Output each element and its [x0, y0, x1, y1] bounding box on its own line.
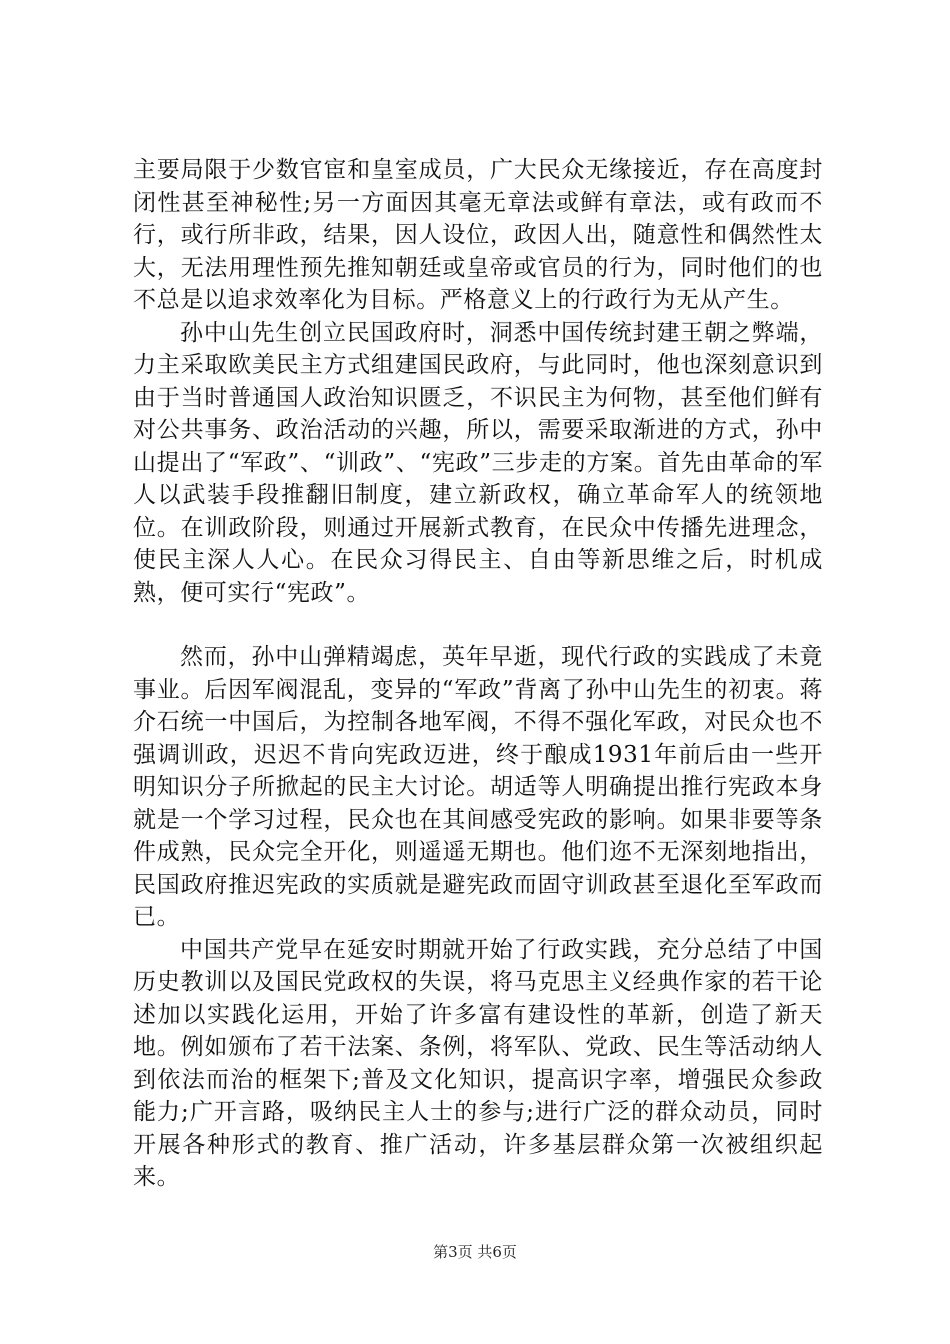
paragraph-constitutional-debate: 然而，孙中山弹精竭虑，英年早逝，现代行政的实践成了未竟事业。后因军阀混乱，变异的“军政”背离了孙中山先生的初衷。蒋介石统一中国后，为控制各地军阀，不得不强化军政，对民众也不强调训政，迟迟不肯向宪政迈进，终于酿成1931年前后由一些开明知识分子所掀起的民主大讨论。胡适等人明确提出推行宪政本身就是一个学习过程，民众也在其间感受宪政的影响。如果非要等条件成熟，民众完全开化，则遥遥无期也。他们迩不无深刻地指出，民国政府推迟宪政的实质就是避宪政而固守训政甚至退化至军政而已。: [133, 644, 823, 930]
paragraph-yanan-practice: 中国共产党早在延安时期就开始了行政实践，充分总结了中国历史教训以及国民党政权的失误，将马克思主义经典作家的若干论述加以实践化运用，开始了许多富有建设性的革新，创造了新天地。例如颁布了若干法案、条例，将军队、党政、民生等活动纳人到依法而治的框架下;普及文化知识，提高识字率，增强民众参政能力;广开言路，吸纳民主人士的参与;进行广泛的群众动员，同时开展各种形式的教育、推广活动，许多基层群众第一次被组织起来。: [133, 936, 823, 1190]
paragraph-sun-yat-sen: 孙中山先生创立民国政府时，洞悉中国传统封建王朝之弊端，力主采取欧美民主方式组建国民政府，与此同时，他也深刻意识到由于当时普通国人政治知识匮乏，不识民主为何物，甚至他们鲜有对公共事务、政治活动的兴趣，所以，需要采取渐进的方式，孙中山提出了“军政”、“训政”、“宪政”三步走的方案。首先由革命的军人以武装手段推翻旧制度，建立新政权，确立革命军人的统领地位。在训政阶段，则通过开展新式教育，在民众中传播先进理念，使民主深人人心。在民众习得民主、自由等新思维之后，时机成熟，便可实行“宪政”。: [133, 319, 823, 606]
paragraph-continuation: 主要局限于少数官宦和皇室成员，广大民众无缘接近，存在高度封闭性甚至神秘性;另一方面因其毫无章法或鲜有章法，或有政而不行，或行所非政，结果，因人设位，政因人出，随意性和偶然性太大，无法用理性预先推知朝廷或皇帝或官员的行为，同时他们的也不总是以追求效率化为目标。严格意义上的行政行为无从产生。: [133, 157, 823, 313]
page-number-footer: 第3页 共6页: [433, 1243, 517, 1261]
body-text: [133, 154, 823, 1194]
